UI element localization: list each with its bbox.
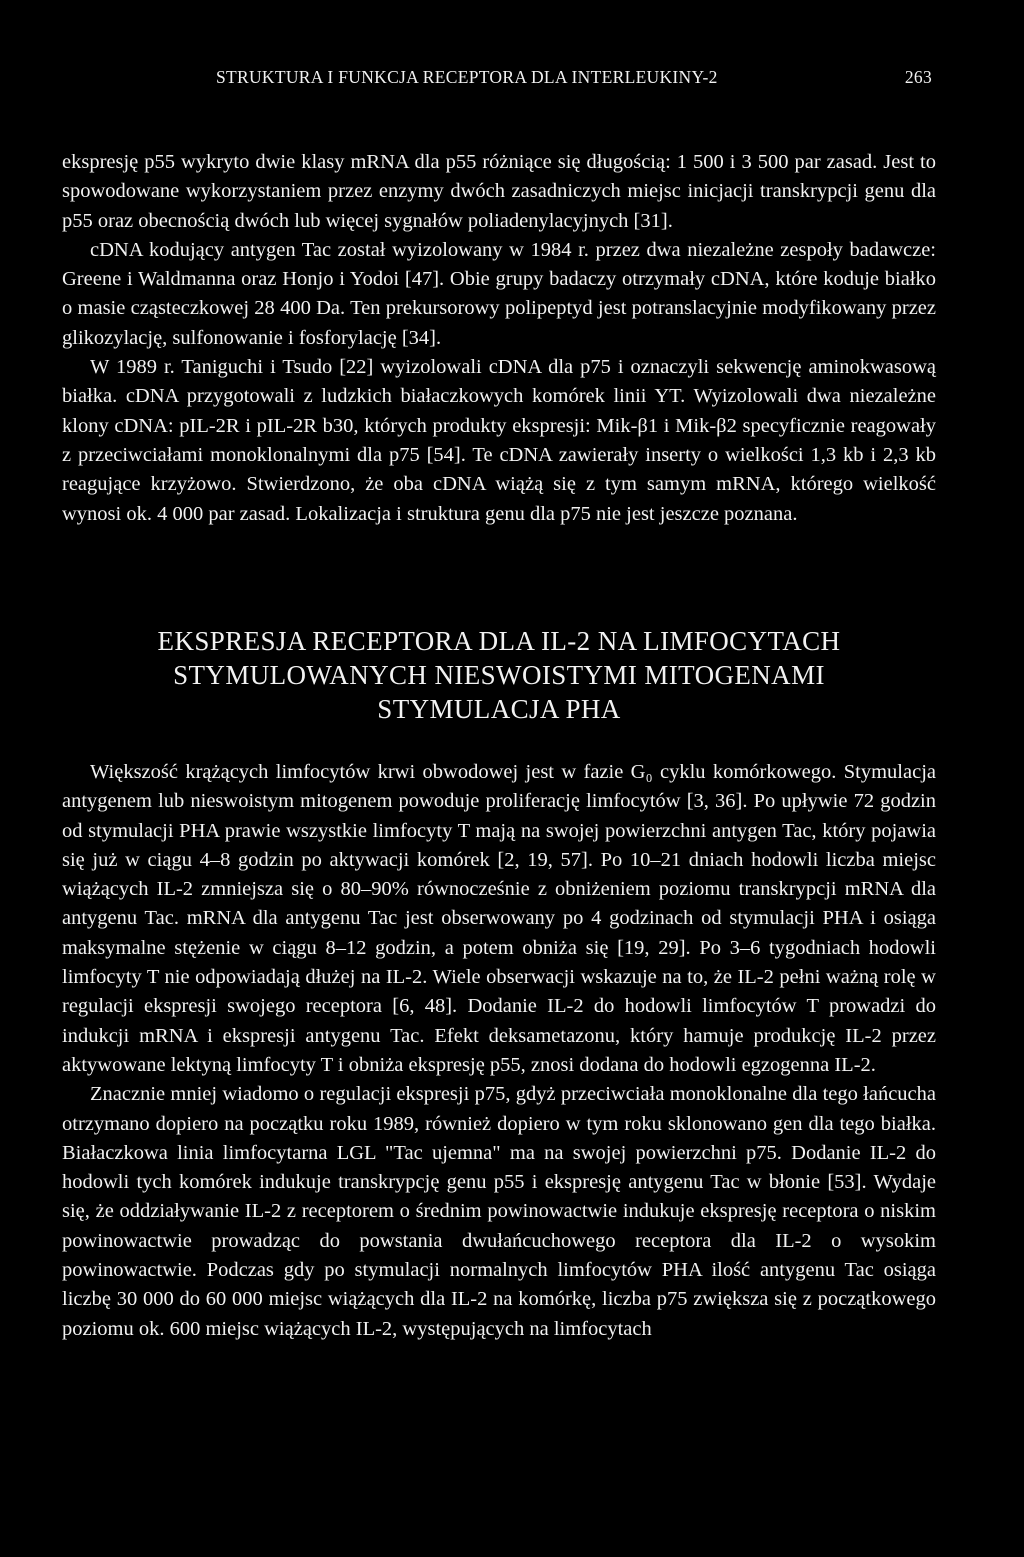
section-heading-line-2: STYMULOWANYCH NIESWOISTYMI MITOGENAMI — [173, 660, 825, 690]
section-heading — [62, 624, 936, 726]
page-number: 263 — [904, 67, 932, 87]
paragraph-p75-regulation: Znacznie mniej wiadomo o regulacji ekspresji p75, gdyż przeciwciała monoklonalne dla tego łańcucha otrzymano dopiero na początku roku 1989, również dopiero w tym roku sklonowano gen dla tego białka. Białaczkowa linia limfocytarna LGL "Tac ujemna" ma na swojej powierzchni p75. Dodanie IL-2 do hodowli tych komórek indukuje transkrypcję genu p55 i ekspresję antygenu Tac w błonie [53]. Wydaje się, że oddziaływanie IL-2 z receptorem o średnim powinowactwie indukuje ekspresję receptora o niskim powinowactwie prowadząc do powstania dwułańcuchowego receptora dla IL-2 o wysokim powinowactwie. Podczas gdy po stymulacji normalnych limfocytów PHA ilość antygenu Tac osiąga liczbę 30 000 do 60 000 miejsc wiążących dla IL-2 na komórkę, liczba p75 zwiększa się z początkowego poziomu ok. 600 miejsc wiążących IL-2, występujących na limfocytach — [62, 1083, 936, 1340]
running-header — [216, 67, 932, 91]
section-heading-line-1: EKSPRESJA RECEPTORA DLA IL-2 NA LIMFOCYTACH — [157, 626, 841, 656]
paragraph-cdna-tac: cDNA kodujący antygen Tac został wyizolowany w 1984 r. przez dwa niezależne zespoły badawcze: Greene i Waldmanna oraz Honjo i Yodoi [47]. Obie grupy badaczy otrzymały cDNA, które koduje białko o masie cząsteczkowej 28 400 Da. Ten prekursorowy polipeptyd jest potranslacyjnie modyfikowany przez glikozylację, sulfonowanie i fosforylację [34]. — [62, 238, 936, 349]
paragraph-pha-stimulation: Większość krążących limfocytów krwi obwodowej jest w fazie G₀ cyklu komórkowego. Stymulacja antygenem lub nieswoistym mitogenem powoduje proliferację limfocytów [3, 36]. Po upływie 72 godzin od stymulacji PHA prawie wszystkie limfocyty T mają na swojej powierzchni antygen Tac, który pojawia się już w ciągu 4–8 godzin po aktywacji komórek [2, 19, 57]. Po 10–21 dniach hodowli liczba miejsc wiążących IL-2 zmniejsza się o 80–90% równocześnie z obniżeniem poziomu transkrypcji mRNA dla antygenu Tac. mRNA dla antygenu Tac jest obserwowany po 4 godzinach od stymulacji PHA i osiąga maksymalne stężenie w ciągu 8–12 godzin, a potem obniża się [19, 29]. Po 3–6 tygodniach hodowli limfocyty T nie odpowiadają dłużej na IL-2. Wiele obserwacji wskazuje na to, że IL-2 pełni ważną rolę w regulacji ekspresji swojego receptora [6, 48]. Dodanie IL-2 do hodowli limfocytów T prowadzi do indukcji mRNA i ekspresji antygenu Tac. Efekt deksametazonu, który hamuje produkcję IL-2 przez aktywowane lektyną limfocyty T i obniża ekspresję p55, znosi dodana do hodowli egzogenna IL-2. — [62, 761, 936, 1076]
section-heading-line-3: STYMULACJA PHA — [377, 694, 621, 724]
running-title: STRUKTURA I FUNKCJA RECEPTORA DLA INTERLEUKINY-2 — [216, 67, 718, 87]
paragraph-p55-mrna: ekspresję p55 wykryto dwie klasy mRNA dla p55 różniące się długością: 1 500 i 3 500 par zasad. Jest to spowodowane wykorzystaniem przez enzymy dwóch zasadniczych miejsc inicjacji transkrypcji genu dla p55 oraz obecnością dwóch lub więcej sygnałów poliadenylacyjnych [31]. — [62, 151, 936, 232]
paragraph-p75-cdna: W 1989 r. Taniguchi i Tsudo [22] wyizolowali cDNA dla p75 i oznaczyli sekwencję aminokwasową białka. cDNA przygotowali z ludzkich białaczkowych komórek linii YT. Wyizolowali dwa niezależne klony cDNA: pIL-2R i pIL-2R b30, których produkty ekspresji: Mik-β1 i Mik-β2 specyficznie reagowały z przeciwciałami monoklonalnymi dla p75 [54]. Te cDNA zawierały inserty o wielkości 1,3 kb i 2,3 kb reagujące krzyżowo. Stwierdzono, że oba cDNA wiążą się z tym samym mRNA, którego wielkość wynosi ok. 4 000 par zasad. Lokalizacja i struktura genu dla p75 nie jest jeszcze poznana. — [62, 356, 936, 525]
section-text-block — [62, 758, 936, 1344]
intro-text-block — [62, 148, 936, 529]
